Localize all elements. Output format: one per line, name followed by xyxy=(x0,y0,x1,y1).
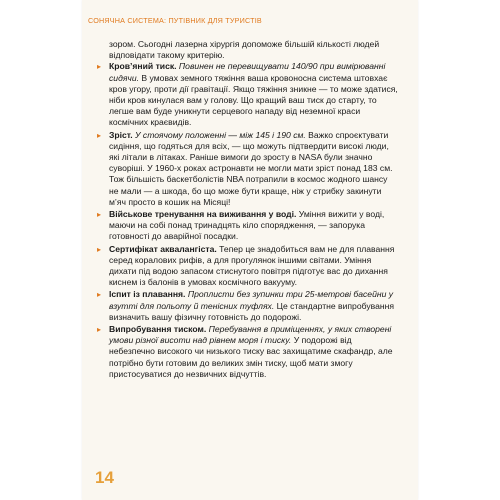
running-title: СОНЯЧНА СИСТЕМА: ПУТІВНИК ДЛЯ ТУРИСТІВ xyxy=(88,16,262,25)
item-emphasis: Перебування в приміщеннях, у яких створені умови різної висоти над рівнем моря і тиску. xyxy=(109,324,392,346)
item-text: В умовах земного тяжіння ваша кровоносна система штовхає кров угору, проти дії гравітації. Якщо тяжіння зникне — то може здатися, ніби кров кинулася вам у голову. Що кращий ваш тиск до старту, то легше вам буде уникнути серцевого нападу від неземної краси космічних краєвидів. xyxy=(109,72,398,128)
list-item xyxy=(97,243,399,289)
list-item xyxy=(97,61,399,128)
item-text: Це стандартне випробування визначить вашу фізичну готовність до подорожі. xyxy=(109,300,395,322)
item-text: Важко спроєктувати сидіння, що годяться для всіх, — що можуть підтвердити високі люди, які літали в літаках. Раніше вимоги до зросту в NASA були значно суворіші. У 1960-х роках астронавти не могли мати зріст понад 183 см. Тож більшість баскетболістів NBA потрапили в космос жодного шансу не мали — а шкода, бо що може бути краще, ніж у стрибку закинути м’яч просто в кошик на Місяці! xyxy=(109,129,393,207)
item-term: Випробування тиском. xyxy=(109,324,207,335)
intro-paragraph: зором. Сьогодні лазерна хірургія допоможе більшій кількості людей відповідати такому критерію. xyxy=(109,39,380,61)
triangle-bullet-icon: ▸ xyxy=(97,62,102,72)
list-item xyxy=(97,209,399,243)
item-term: Військове тренування на виживання у воді. xyxy=(109,209,297,220)
list-item xyxy=(97,324,399,380)
item-emphasis: Проплисти без зупинки три 25-метрові басейни у взутті для польоту й тенісних туфлях. xyxy=(109,289,394,311)
item-text: Тепер це знадобиться вам не для плавання серед коралових рифів, а для прогулянок іншими світами. Уміння дихати під водою запасом стиснутого повітря підготує вас до дихання киснем із балонів в умовах космічного вакууму. xyxy=(109,243,395,288)
page-content xyxy=(97,39,399,381)
triangle-bullet-icon: ▸ xyxy=(97,130,102,140)
triangle-bullet-icon: ▸ xyxy=(97,325,102,335)
item-text: У подорожі від небезпечно високого чи низького тиску вас захищатиме скафандр, але потрібно бути готовим до великих змін тиску, щоб мати змогу пристосуватися до незвичних відчуттів. xyxy=(109,335,393,379)
item-emphasis: У стоячому положенні — між 145 і 190 см. xyxy=(132,129,306,140)
item-term: Сертифікат аквалангіста. xyxy=(109,243,217,254)
item-text: Уміння вижити у воді, маючи на собі понад тринадцять кіло спорядження, — запорука готовності до аварійної посадки. xyxy=(109,209,385,242)
item-term: Іспит із плавання. xyxy=(109,289,186,300)
triangle-bullet-icon: ▸ xyxy=(97,244,102,254)
page-number: 14 xyxy=(95,468,114,487)
list-item xyxy=(97,289,399,323)
item-term: Кров’яний тиск. xyxy=(109,61,177,72)
list-item xyxy=(97,129,399,208)
item-term: Зріст. xyxy=(109,129,133,140)
triangle-bullet-icon: ▸ xyxy=(97,210,102,220)
triangle-bullet-icon: ▸ xyxy=(97,290,102,300)
item-emphasis: Повинен не перевищувати 140/90 при вимірюванні сидячи. xyxy=(109,61,386,83)
